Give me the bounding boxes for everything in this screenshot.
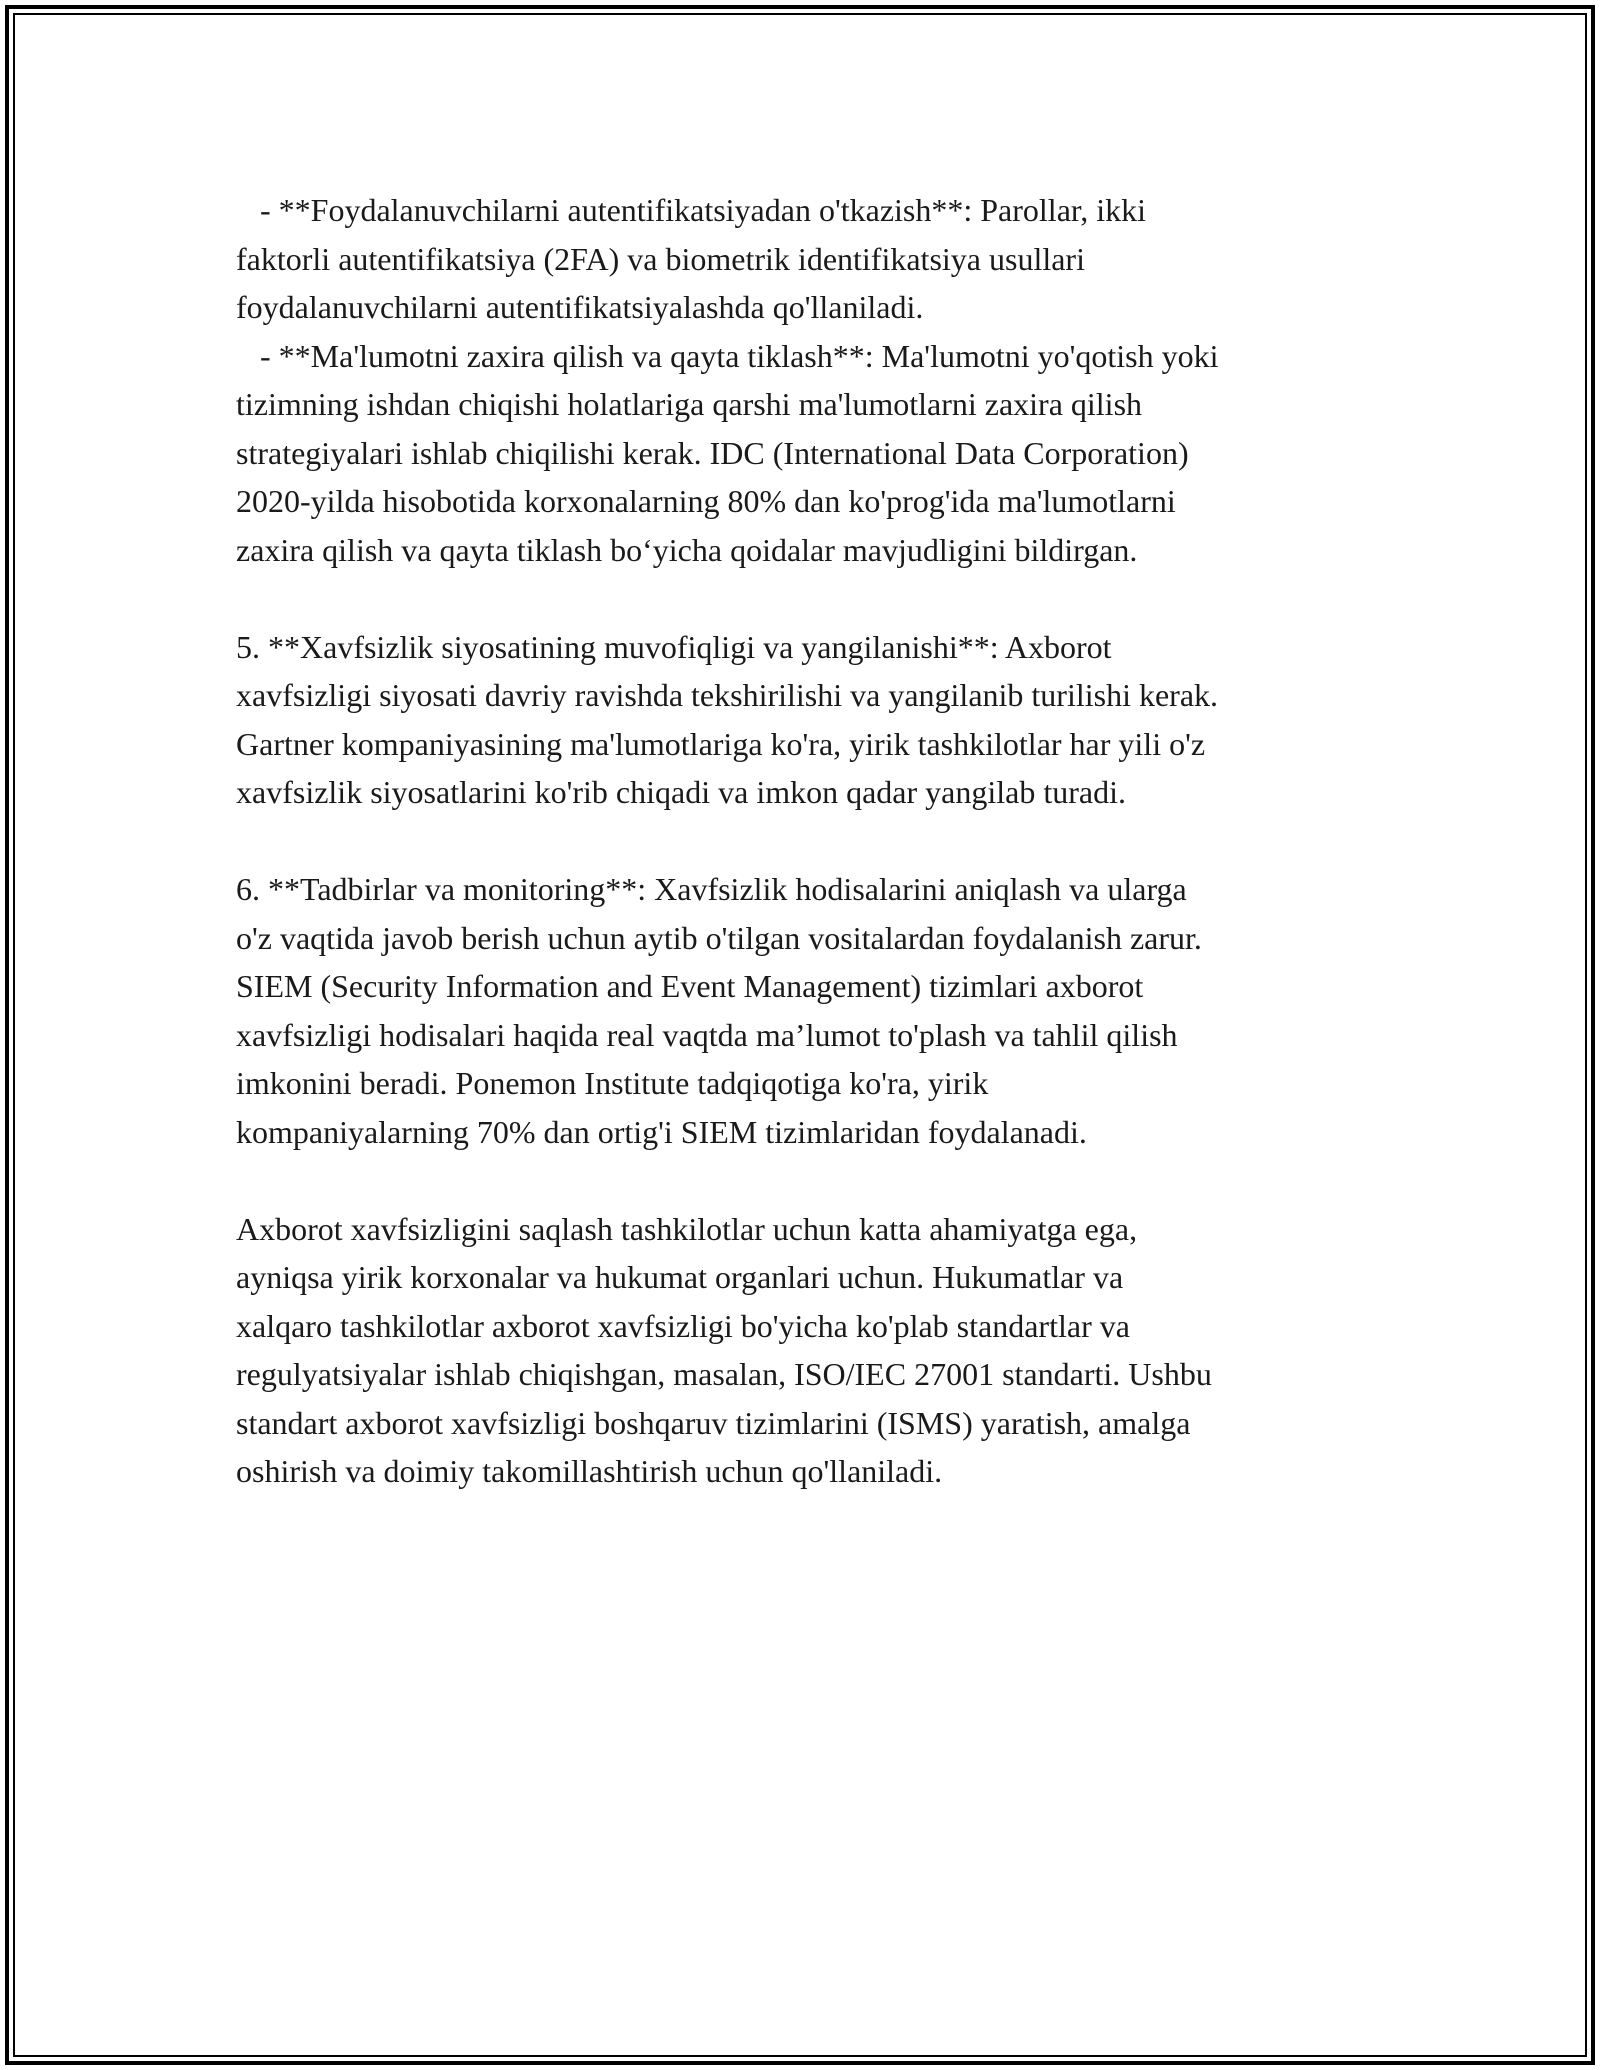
text-line: standart axborot xavfsizligi boshqaruv tizimlarini (ISMS) yaratish, amalga <box>236 1404 1191 1441</box>
text-line: tizimning ishdan chiqishi holatlariga qarshi ma'lumotlarni zaxira qilish <box>236 386 1143 422</box>
text-line: Axborot xavfsizligini saqlash tashkilotlar uchun katta ahamiyatga ega, <box>236 1210 1138 1247</box>
paragraph-spacer <box>236 1156 1386 1205</box>
text-line: 5. **Xavfsizlik siyosatining muvofiqligi va yangilanishi**: Axborot <box>236 628 1112 665</box>
paragraph-spacer <box>236 817 1386 866</box>
text-line: xalqaro tashkilotlar axborot xavfsizligi bo'yicha ko'plab standartlar va <box>236 1307 1130 1344</box>
text-line: xavfsizligi hodisalari haqida real vaqtda ma’lumot to'plash va tahlil qilish <box>236 1016 1178 1053</box>
document-body <box>236 186 1386 1496</box>
paragraph-spacer <box>236 574 1386 623</box>
text-line: strategiyalari ishlab chiqilishi kerak. IDC (International Data Corporation) <box>236 434 1189 471</box>
bullet-backup-paragraph <box>236 332 1386 575</box>
text-line: kompaniyalarning 70% dan ortig'i SIEM tizimlaridan foydalanadi. <box>236 1113 1087 1150</box>
text-line: oshirish va doimiy takomillashtirish uchun qo'llaniladi. <box>236 1453 943 1489</box>
item-5-policy-paragraph <box>236 623 1386 817</box>
text-line: Gartner kompaniyasining ma'lumotlariga ko'ra, yirik tashkilotlar har yili o'z <box>236 725 1206 762</box>
text-line: xavfsizlik siyosatlarini ko'rib chiqadi va imkon qadar yangilab turadi. <box>236 774 1126 810</box>
text-line: o'z vaqtida javob berish uchun aytib o'tilgan vositalardan foydalanish zarur. <box>236 919 1202 956</box>
text-line: zaxira qilish va qayta tiklash bo‘yicha qoidalar mavjudligini bildirgan. <box>236 531 1138 568</box>
text-line: 6. **Tadbirlar va monitoring**: Xavfsizlik hodisalarini aniqlash va ularga <box>236 871 1187 907</box>
text-line: imkonini beradi. Ponemon Institute tadqiqotiga ko'ra, yirik <box>236 1065 989 1101</box>
item-6-monitoring-paragraph <box>236 865 1386 1156</box>
text-line: - **Foydalanuvchilarni autentifikatsiyadan o'tkazish**: Parollar, ikki <box>236 192 1147 228</box>
bullet-authentication-paragraph <box>236 186 1386 332</box>
text-line: foydalanuvchilarni autentifikatsiyalashda qo'llaniladi. <box>236 289 924 325</box>
text-line: regulyatsiyalar ishlab chiqishgan, masalan, ISO/IEC 27001 standarti. Ushbu <box>236 1356 1212 1392</box>
text-line: SIEM (Security Information and Event Management) tizimlari axborot <box>236 968 1144 1004</box>
text-line: xavfsizligi siyosati davriy ravishda tekshirilishi va yangilanib turilishi kerak. <box>236 677 1219 713</box>
text-line: faktorli autentifikatsiya (2FA) va biometrik identifikatsiya usullari <box>236 240 1085 277</box>
text-line: ayniqsa yirik korxonalar va hukumat organlari uchun. Hukumatlar va <box>236 1259 1124 1295</box>
text-line: 2020-yilda hisobotida korxonalarning 80% dan ko'prog'ida ma'lumotlarni <box>236 483 1176 519</box>
text-line: - **Ma'lumotni zaxira qilish va qayta tiklash**: Ma'lumotni yo'qotish yoki <box>236 337 1219 374</box>
conclusion-paragraph <box>236 1205 1386 1496</box>
